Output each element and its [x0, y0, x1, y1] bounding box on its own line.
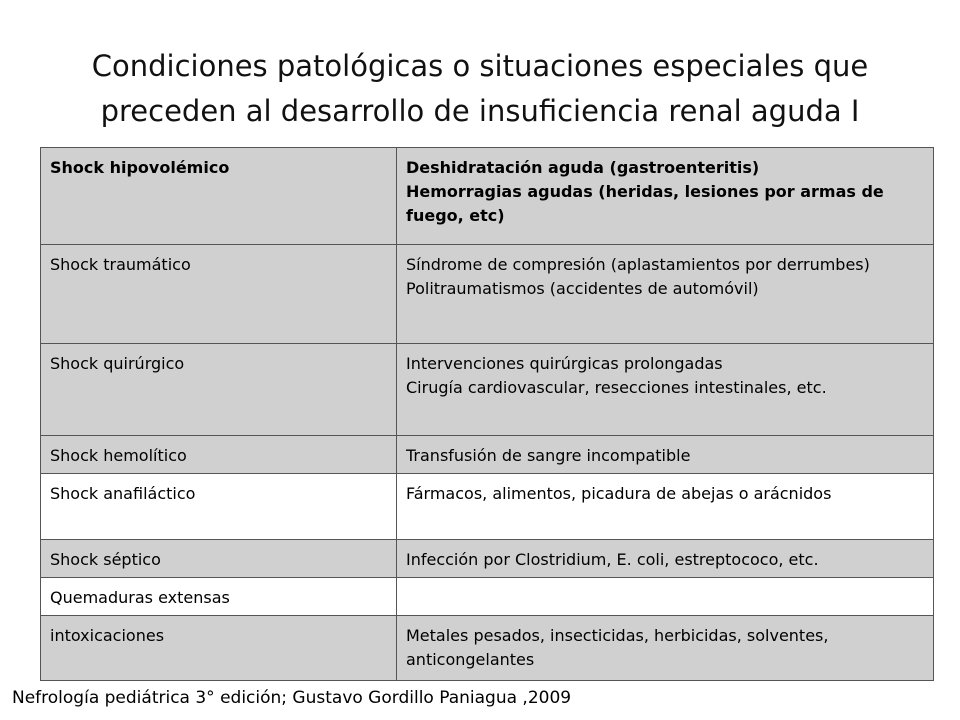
- table-row: [41, 616, 934, 681]
- cause-line: Transfusión de sangre incompatible: [406, 446, 691, 465]
- conditions-table: [40, 147, 934, 681]
- condition-cell: Shock séptico: [41, 540, 397, 578]
- footer-citation: Nefrología pediátrica 3° edición; Gustavo Gordillo Paniagua ,2009: [12, 688, 572, 708]
- title-line-2: preceden al desarrollo de insuficiencia renal aguda I: [100, 94, 860, 128]
- table-row: [41, 148, 934, 245]
- cause-line: Intervenciones quirúrgicas prolongadas: [406, 354, 723, 373]
- causes-cell: [397, 578, 934, 616]
- cause-line: Politraumatismos (accidentes de automóvil): [406, 279, 759, 298]
- cause-line: Metales pesados, insecticidas, herbicidas, solventes, anticongelantes: [406, 626, 829, 669]
- cause-line: Cirugía cardiovascular, resecciones intestinales, etc.: [406, 378, 827, 397]
- condition-cell: Quemaduras extensas: [41, 578, 397, 616]
- title-line-1: Condiciones patológicas o situaciones especiales que: [91, 49, 869, 83]
- causes-cell: [397, 616, 934, 681]
- causes-cell: [397, 540, 934, 578]
- conditions-table-container: [40, 147, 933, 681]
- table-row: [41, 344, 934, 436]
- condition-cell: Shock anafiláctico: [41, 474, 397, 540]
- table-row: [41, 436, 934, 474]
- condition-cell: Shock traumático: [41, 245, 397, 344]
- causes-cell: [397, 245, 934, 344]
- cause-line: Infección por Clostridium, E. coli, estreptococo, etc.: [406, 550, 819, 569]
- causes-cell: [397, 436, 934, 474]
- causes-cell: [397, 344, 934, 436]
- table-row: [41, 474, 934, 540]
- cause-line: Hemorragias agudas (heridas, lesiones por armas de fuego, etc): [406, 182, 884, 225]
- condition-cell: Shock quirúrgico: [41, 344, 397, 436]
- condition-cell: Shock hemolítico: [41, 436, 397, 474]
- table-row: [41, 245, 934, 344]
- condition-cell: Shock hipovolémico: [41, 148, 397, 245]
- table-row: [41, 540, 934, 578]
- cause-line: Síndrome de compresión (aplastamientos por derrumbes): [406, 255, 870, 274]
- causes-cell: [397, 148, 934, 245]
- table-row: [41, 578, 934, 616]
- slide-title: [40, 44, 920, 134]
- causes-cell: [397, 474, 934, 540]
- condition-cell: intoxicaciones: [41, 616, 397, 681]
- cause-line: Deshidratación aguda (gastroenteritis): [406, 158, 760, 177]
- cause-line: Fármacos, alimentos, picadura de abejas o arácnidos: [406, 484, 832, 503]
